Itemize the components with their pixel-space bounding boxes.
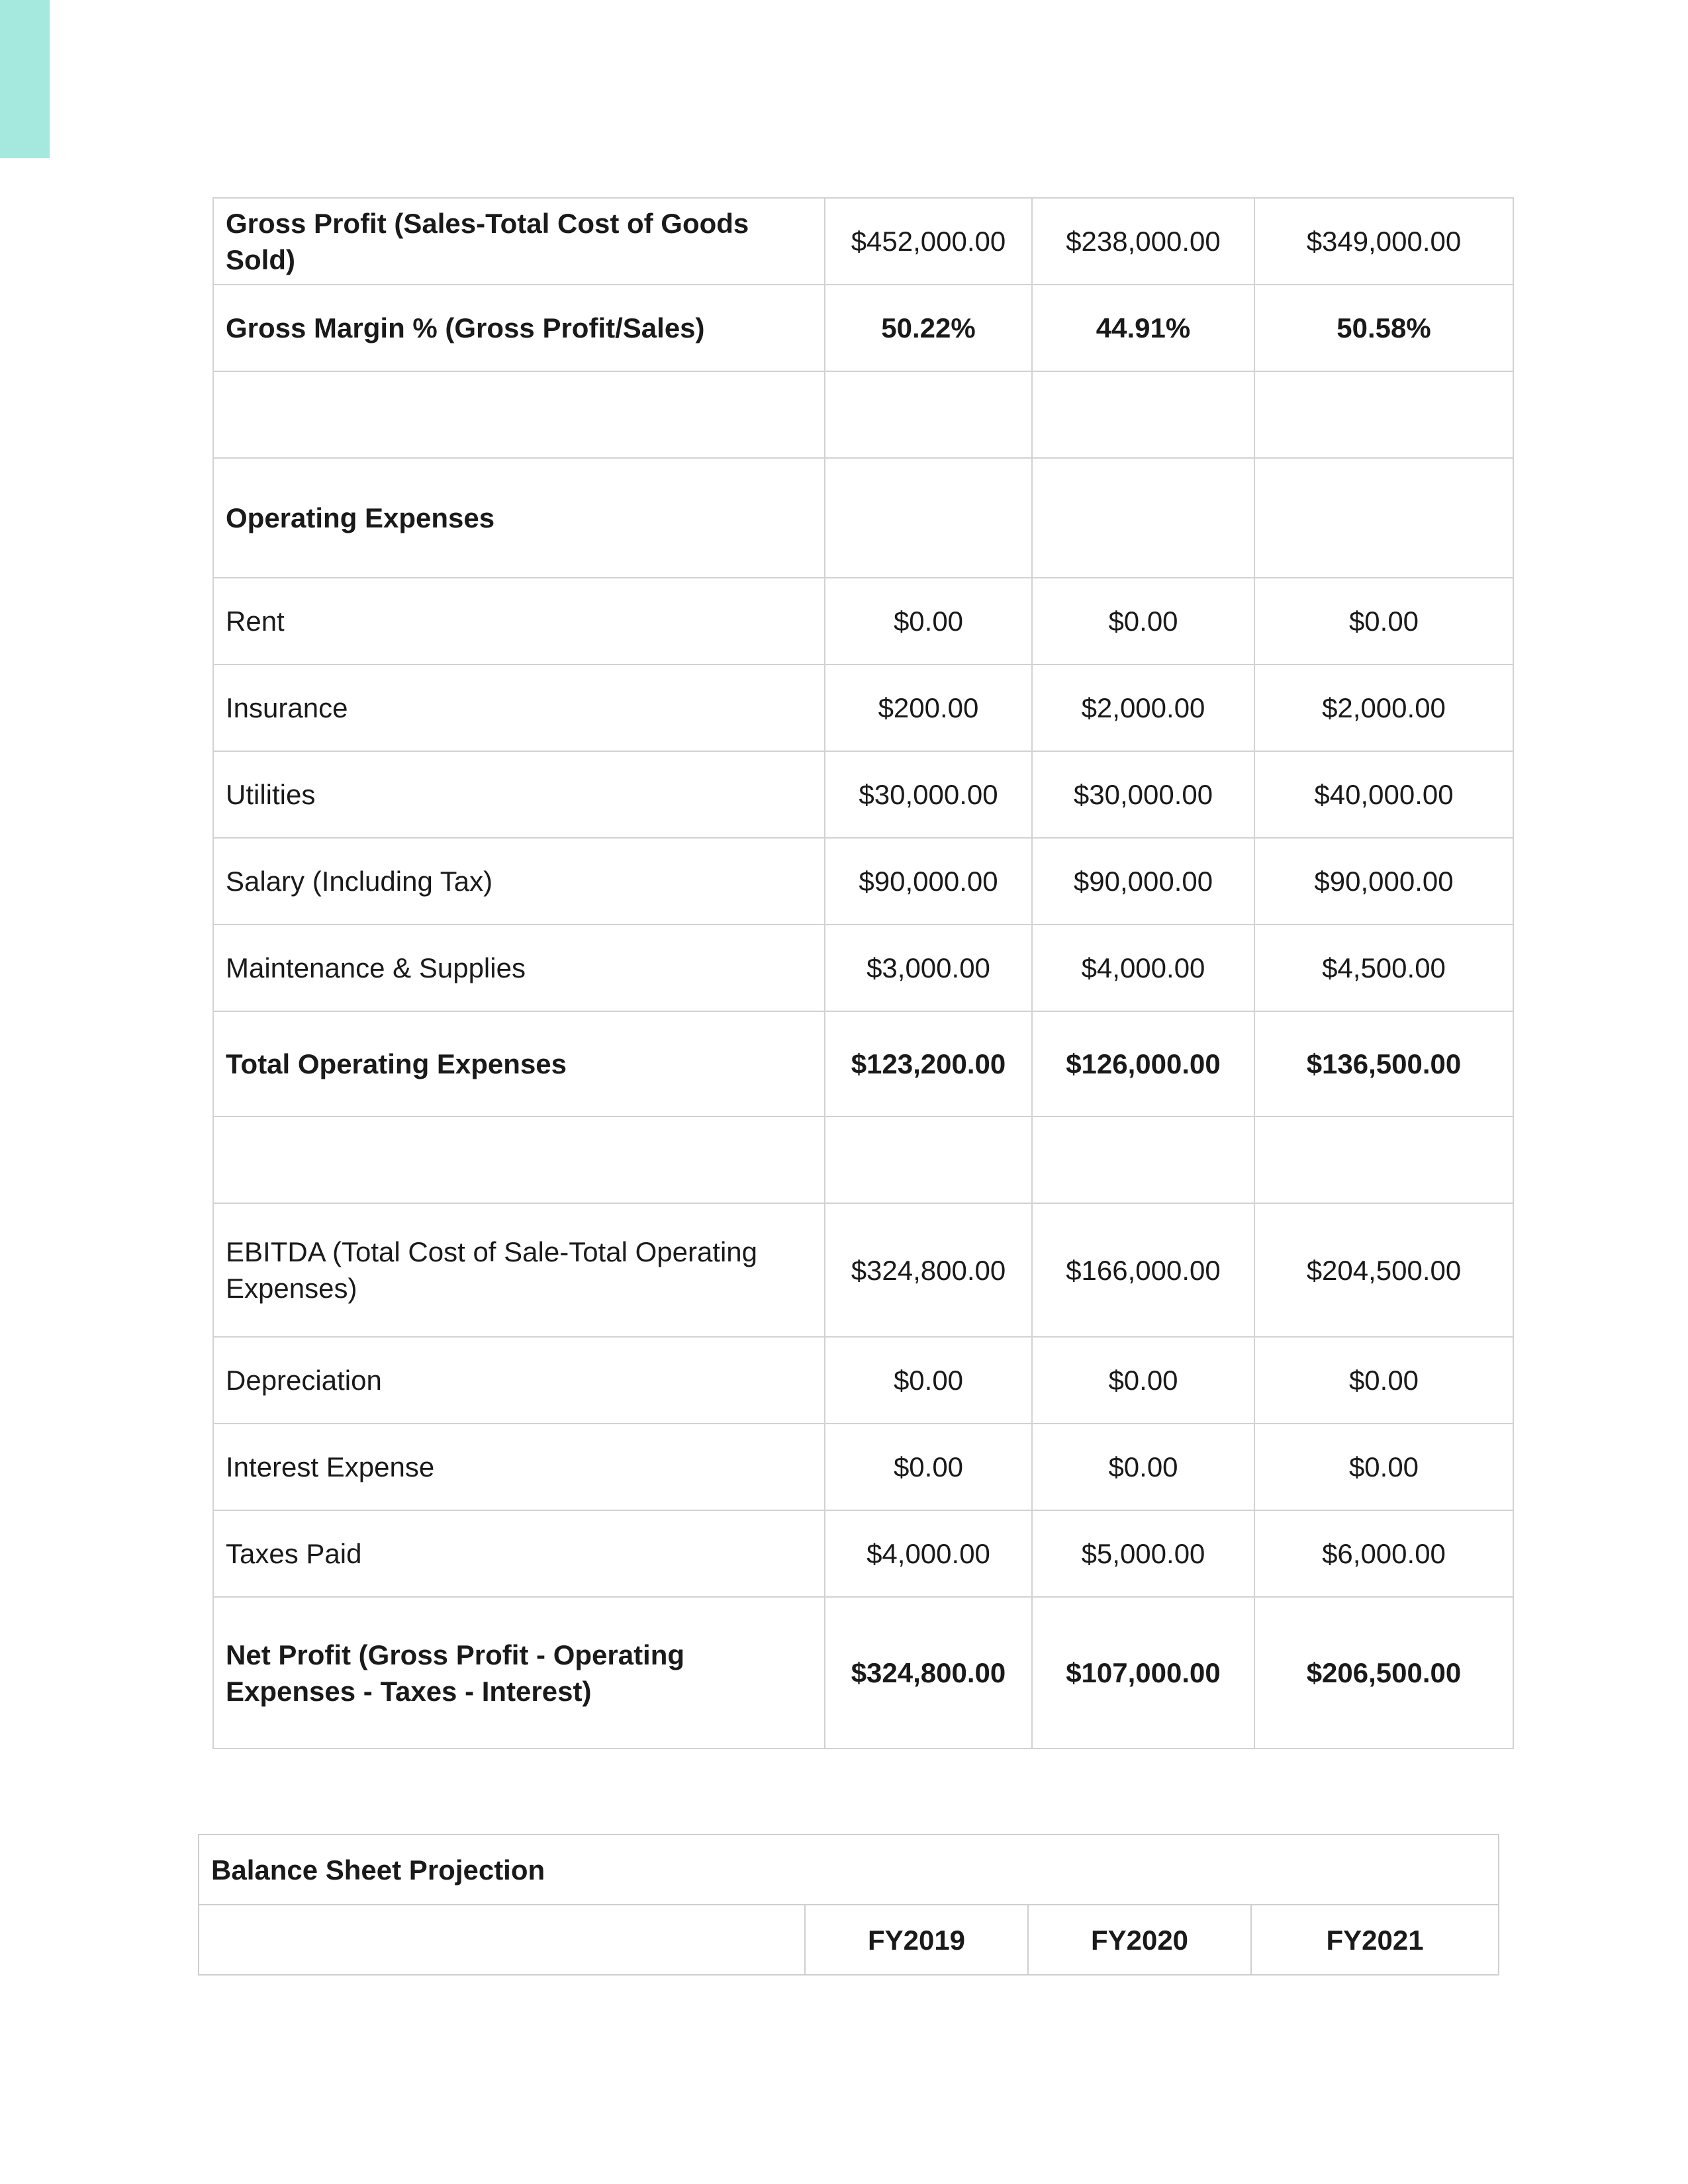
value-cell: $2,000.00 (1032, 664, 1254, 751)
row-label: EBITDA (Total Cost of Sale-Total Operating Expenses) (213, 1203, 825, 1337)
value-cell: $4,000.00 (1032, 925, 1254, 1011)
value-cell: $107,000.00 (1032, 1597, 1254, 1749)
row-label (213, 371, 825, 458)
table-row (213, 751, 1513, 838)
value-cell: $0.00 (1254, 578, 1513, 664)
table-row (213, 1597, 1513, 1749)
value-cell (825, 458, 1032, 578)
value-cell (1254, 371, 1513, 458)
value-cell: $0.00 (1032, 1424, 1254, 1510)
column-header: FY2021 (1251, 1905, 1499, 1975)
value-cell: $166,000.00 (1032, 1203, 1254, 1337)
empty-header-cell (199, 1905, 805, 1975)
table-row (213, 1116, 1513, 1203)
row-label: Gross Margin % (Gross Profit/Sales) (213, 285, 825, 371)
value-cell: $0.00 (1032, 578, 1254, 664)
table-row (213, 1011, 1513, 1116)
value-cell (1032, 371, 1254, 458)
value-cell: $4,000.00 (825, 1510, 1032, 1597)
value-cell: 50.22% (825, 285, 1032, 371)
value-cell: $452,000.00 (825, 198, 1032, 285)
value-cell: $324,800.00 (825, 1203, 1032, 1337)
value-cell (1254, 1116, 1513, 1203)
value-cell: $90,000.00 (825, 838, 1032, 925)
value-cell: $3,000.00 (825, 925, 1032, 1011)
table-row (199, 1905, 1499, 1975)
row-label: Interest Expense (213, 1424, 825, 1510)
column-header: FY2020 (1028, 1905, 1251, 1975)
value-cell: $90,000.00 (1032, 838, 1254, 925)
value-cell (1032, 458, 1254, 578)
value-cell: $238,000.00 (1032, 198, 1254, 285)
value-cell: $90,000.00 (1254, 838, 1513, 925)
value-cell: $136,500.00 (1254, 1011, 1513, 1116)
row-label: Rent (213, 578, 825, 664)
value-cell: $126,000.00 (1032, 1011, 1254, 1116)
value-cell (825, 1116, 1032, 1203)
value-cell (1032, 1116, 1254, 1203)
table-row (213, 1424, 1513, 1510)
row-label: Salary (Including Tax) (213, 838, 825, 925)
balance-sheet-table (198, 1834, 1499, 1976)
row-label: Maintenance & Supplies (213, 925, 825, 1011)
value-cell: $5,000.00 (1032, 1510, 1254, 1597)
row-label: Depreciation (213, 1337, 825, 1424)
table-row (213, 578, 1513, 664)
value-cell: 50.58% (1254, 285, 1513, 371)
value-cell: $4,500.00 (1254, 925, 1513, 1011)
table-row (199, 1835, 1499, 1905)
value-cell: $204,500.00 (1254, 1203, 1513, 1337)
row-label: Gross Profit (Sales-Total Cost of Goods Sold) (213, 198, 825, 285)
value-cell: $6,000.00 (1254, 1510, 1513, 1597)
row-label: Total Operating Expenses (213, 1011, 825, 1116)
table-row (213, 458, 1513, 578)
row-label: Net Profit (Gross Profit - Operating Expenses - Taxes - Interest) (213, 1597, 825, 1749)
value-cell: $30,000.00 (825, 751, 1032, 838)
table-row (213, 1203, 1513, 1337)
table-row (213, 198, 1513, 285)
balance-sheet-title: Balance Sheet Projection (199, 1835, 1499, 1905)
value-cell: $123,200.00 (825, 1011, 1032, 1116)
value-cell: $0.00 (1032, 1337, 1254, 1424)
value-cell: $349,000.00 (1254, 198, 1513, 285)
row-label: Utilities (213, 751, 825, 838)
table-row (213, 664, 1513, 751)
value-cell: $0.00 (825, 1337, 1032, 1424)
table-row (213, 371, 1513, 458)
value-cell: $324,800.00 (825, 1597, 1032, 1749)
accent-tab (0, 0, 50, 158)
column-header: FY2019 (805, 1905, 1028, 1975)
value-cell (1254, 458, 1513, 578)
table-row (213, 1337, 1513, 1424)
value-cell: $40,000.00 (1254, 751, 1513, 838)
profit-loss-table (212, 197, 1514, 1749)
value-cell: $0.00 (1254, 1337, 1513, 1424)
value-cell: $0.00 (825, 1424, 1032, 1510)
value-cell: $0.00 (1254, 1424, 1513, 1510)
value-cell: $2,000.00 (1254, 664, 1513, 751)
row-label (213, 1116, 825, 1203)
table-row (213, 925, 1513, 1011)
table-row (213, 838, 1513, 925)
value-cell: $0.00 (825, 578, 1032, 664)
section-heading: Operating Expenses (213, 458, 825, 578)
value-cell (825, 371, 1032, 458)
value-cell: $30,000.00 (1032, 751, 1254, 838)
table-row (213, 1510, 1513, 1597)
row-label: Taxes Paid (213, 1510, 825, 1597)
row-label: Insurance (213, 664, 825, 751)
value-cell: $206,500.00 (1254, 1597, 1513, 1749)
value-cell: $200.00 (825, 664, 1032, 751)
table-row (213, 285, 1513, 371)
value-cell: 44.91% (1032, 285, 1254, 371)
